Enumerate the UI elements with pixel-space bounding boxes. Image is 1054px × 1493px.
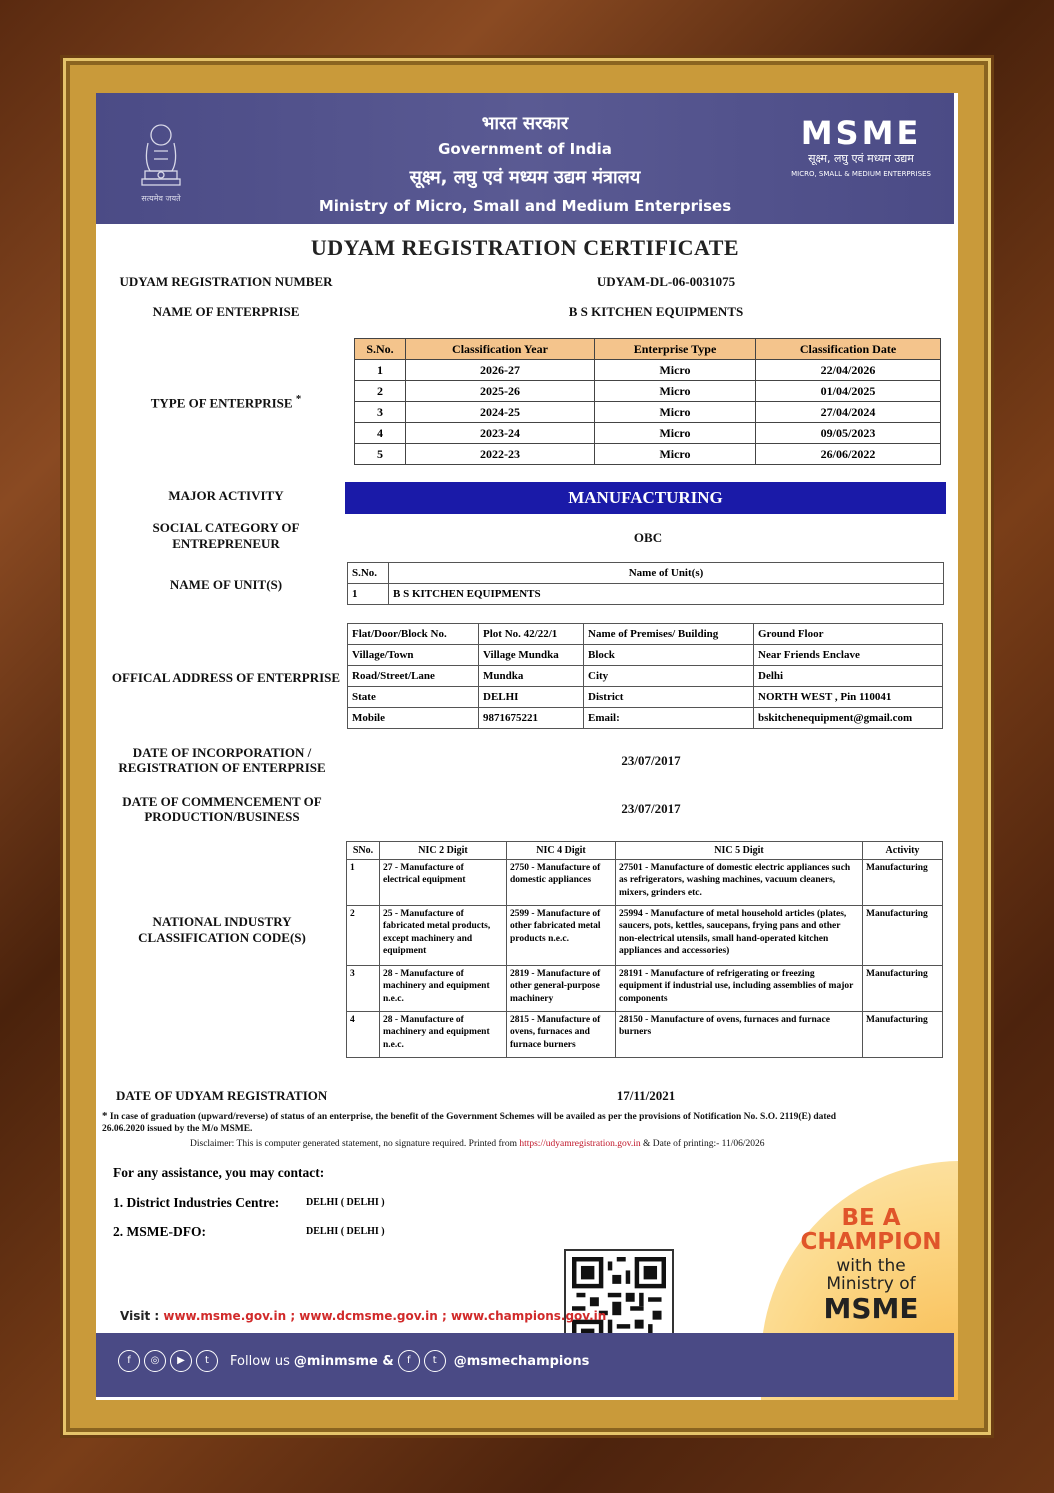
msme-logo-sub: MICRO, SMALL & MEDIUM ENTERPRISES bbox=[791, 170, 931, 178]
table-row bbox=[347, 860, 943, 906]
cell: 2025-26 bbox=[406, 381, 595, 402]
major-activity-banner: MANUFACTURING bbox=[345, 482, 946, 514]
table-row bbox=[348, 584, 944, 605]
cell: Near Friends Enclave bbox=[754, 645, 943, 666]
cell: State bbox=[348, 687, 479, 708]
classification-header-row bbox=[355, 339, 941, 360]
champion-line: BE A bbox=[841, 1205, 901, 1231]
note-star: * bbox=[102, 1110, 108, 1122]
nic-header: SNo. bbox=[347, 842, 380, 860]
major-activity-label: MAJOR ACTIVITY bbox=[168, 488, 284, 503]
disclaimer bbox=[190, 1139, 950, 1149]
table-row bbox=[355, 423, 941, 444]
visit-line bbox=[120, 1309, 606, 1323]
govt-title: Government of India bbox=[438, 140, 612, 158]
cell: Name of Premises/ Building bbox=[584, 624, 754, 645]
cell: 4 bbox=[355, 423, 406, 444]
cell: Ground Floor bbox=[754, 624, 943, 645]
hindi-govt-title: भारत सरकार bbox=[481, 113, 569, 134]
cell: Mobile bbox=[348, 708, 479, 729]
table-row bbox=[355, 444, 941, 465]
cell: 1 bbox=[348, 584, 389, 605]
note-text-2: issued by the M/o MSME. bbox=[147, 1124, 253, 1134]
udyam-date-value: 17/11/2021 bbox=[616, 1088, 676, 1103]
nic-label bbox=[96, 914, 348, 946]
classification-header: Enterprise Type bbox=[595, 339, 756, 360]
cell: Manufacturing bbox=[863, 966, 943, 1012]
table-row bbox=[348, 645, 943, 666]
twitter-icon[interactable]: t bbox=[424, 1350, 446, 1372]
msme-logo-hindi: सूक्ष्म, लघु एवं मध्यम उद्यम bbox=[808, 152, 914, 165]
cell: 28150 - Manufacture of ovens, furnaces and furnace burners bbox=[616, 1012, 863, 1058]
cell: 26/06/2022 bbox=[756, 444, 941, 465]
classification-header: Classification Date bbox=[756, 339, 941, 360]
cell: Village/Town bbox=[348, 645, 479, 666]
type-label bbox=[106, 393, 346, 411]
reg-number-label: UDYAM REGISTRATION NUMBER bbox=[119, 274, 333, 289]
enterprise-name-label: NAME OF ENTERPRISE bbox=[152, 304, 300, 319]
facebook-icon[interactable]: f bbox=[398, 1350, 420, 1372]
address-table bbox=[347, 623, 943, 729]
cell: 25994 - Manufacture of metal household articles (plates, saucers, pots, kettles, saucepans, frying pans and other non-electrical utensils, small hand-operated kitchen appliances and accessories) bbox=[616, 906, 863, 966]
champion-line: MSME bbox=[823, 1291, 919, 1325]
assistance-title: For any assistance, you may contact: bbox=[113, 1165, 325, 1180]
cell: 4 bbox=[347, 1012, 380, 1058]
table-row bbox=[348, 666, 943, 687]
msme-logo-text: MSME bbox=[800, 114, 922, 152]
cell: 27/04/2024 bbox=[756, 402, 941, 423]
cell: City bbox=[584, 666, 754, 687]
units-header: S.No. bbox=[348, 563, 389, 584]
disclaimer-print-date: & Date of printing:- 11/06/2026 bbox=[643, 1139, 765, 1149]
table-row bbox=[347, 966, 943, 1012]
cell: 2 bbox=[347, 906, 380, 966]
table-row bbox=[347, 1012, 943, 1058]
cell: 2819 - Manufacture of other general-purpose machinery bbox=[507, 966, 616, 1012]
social-category-value: OBC bbox=[633, 530, 663, 545]
msme-logo bbox=[786, 115, 936, 178]
cell: Village Mundka bbox=[479, 645, 584, 666]
commencement-label-line: DATE OF COMMENCEMENT OF bbox=[122, 794, 322, 809]
follow-label: Follow us bbox=[230, 1353, 290, 1369]
note-date: 26.06.2020 bbox=[102, 1124, 145, 1134]
cell: Manufacturing bbox=[863, 860, 943, 906]
certificate-page bbox=[96, 93, 958, 1400]
cell: B S KITCHEN EQUIPMENTS bbox=[389, 584, 944, 605]
table-row bbox=[355, 360, 941, 381]
nic-table bbox=[346, 841, 943, 1058]
reg-number-value: UDYAM-DL-06-0031075 bbox=[596, 274, 736, 289]
enterprise-name-value: B S KITCHEN EQUIPMENTS bbox=[568, 304, 744, 319]
udyam-date-label: DATE OF UDYAM REGISTRATION bbox=[116, 1088, 328, 1103]
champion-line: with the bbox=[836, 1256, 906, 1277]
cell: Micro bbox=[595, 444, 756, 465]
cell: 2023-24 bbox=[406, 423, 595, 444]
type-star: * bbox=[295, 393, 302, 405]
type-label-text: TYPE OF ENTERPRISE bbox=[150, 395, 293, 411]
cell: Manufacturing bbox=[863, 1012, 943, 1058]
cell: Plot No. 42/22/1 bbox=[479, 624, 584, 645]
nic-header-row bbox=[347, 842, 943, 860]
commencement-label-line: PRODUCTION/BUSINESS bbox=[144, 809, 300, 824]
cell: Micro bbox=[595, 402, 756, 423]
follow-bar bbox=[118, 1350, 589, 1372]
dfo-value: DELHI ( DELHI ) bbox=[306, 1226, 385, 1237]
ministry-title: Ministry of Micro, Small and Medium Enterprises bbox=[318, 197, 732, 215]
commencement-label bbox=[96, 794, 348, 824]
classification-table bbox=[354, 338, 941, 465]
cell: 2599 - Manufacture of other fabricated metal products n.e.c. bbox=[507, 906, 616, 966]
nic-header: NIC 5 Digit bbox=[616, 842, 863, 860]
cell: 5 bbox=[355, 444, 406, 465]
visit-label: Visit : bbox=[120, 1309, 160, 1323]
table-row bbox=[348, 708, 943, 729]
cell: 9871675221 bbox=[479, 708, 584, 729]
cell: 27 - Manufacture of electrical equipment bbox=[380, 860, 507, 906]
dic-value: DELHI ( DELHI ) bbox=[306, 1197, 385, 1208]
cell: 09/05/2023 bbox=[756, 423, 941, 444]
incorporation-date: 23/07/2017 bbox=[621, 753, 681, 768]
graduation-note bbox=[102, 1110, 942, 1135]
units-label: NAME OF UNIT(S) bbox=[169, 577, 283, 592]
instagram-icon[interactable]: ◎ bbox=[144, 1350, 166, 1372]
cell: DELHI bbox=[479, 687, 584, 708]
cell: Micro bbox=[595, 423, 756, 444]
cell: Flat/Door/Block No. bbox=[348, 624, 479, 645]
cell: 2 bbox=[355, 381, 406, 402]
champion-line: CHAMPION bbox=[800, 1229, 942, 1256]
disclaimer-text: Disclaimer: This is computer generated statement, no signature required. Printed from bbox=[190, 1139, 517, 1149]
classification-header: S.No. bbox=[355, 339, 406, 360]
hindi-ministry-title: सूक्ष्म, लघु एवं मध्यम उद्यम मंत्रालय bbox=[409, 167, 641, 188]
cell: 27501 - Manufacture of domestic electric appliances such as refrigerators, washing machines, vacuum cleaners, mixers, grinders etc. bbox=[616, 860, 863, 906]
table-row bbox=[355, 402, 941, 423]
cell: 22/04/2026 bbox=[756, 360, 941, 381]
cell: Email: bbox=[584, 708, 754, 729]
cell: 01/04/2025 bbox=[756, 381, 941, 402]
nic-header: NIC 2 Digit bbox=[380, 842, 507, 860]
twitter-icon[interactable]: t bbox=[196, 1350, 218, 1372]
cell: Manufacturing bbox=[863, 906, 943, 966]
dfo-label: 2. MSME-DFO: bbox=[113, 1224, 206, 1239]
table-row bbox=[347, 906, 943, 966]
cell: 3 bbox=[355, 402, 406, 423]
cell: Micro bbox=[595, 360, 756, 381]
table-row bbox=[348, 687, 943, 708]
cell: 3 bbox=[347, 966, 380, 1012]
emblem-motto: सत्यमेव जयते bbox=[141, 194, 181, 203]
cell: Block bbox=[584, 645, 754, 666]
certificate-title: UDYAM REGISTRATION CERTIFICATE bbox=[310, 235, 740, 260]
cell: 28 - Manufacture of machinery and equipment n.e.c. bbox=[380, 1012, 507, 1058]
cell: Delhi bbox=[754, 666, 943, 687]
disclaimer-link[interactable]: https://udyamregistration.gov.in bbox=[519, 1139, 641, 1149]
nic-header: NIC 4 Digit bbox=[507, 842, 616, 860]
commencement-date: 23/07/2017 bbox=[621, 801, 681, 816]
table-row bbox=[348, 624, 943, 645]
units-header: Name of Unit(s) bbox=[389, 563, 944, 584]
incorporation-label-line: DATE OF INCORPORATION / bbox=[132, 745, 312, 760]
units-table bbox=[347, 562, 944, 605]
cell: 1 bbox=[355, 360, 406, 381]
cell: 1 bbox=[347, 860, 380, 906]
cell: Micro bbox=[595, 381, 756, 402]
cell: NORTH WEST , Pin 110041 bbox=[754, 687, 943, 708]
cell: 2026-27 bbox=[406, 360, 595, 381]
classification-header: Classification Year bbox=[406, 339, 595, 360]
cell: 28 - Manufacture of machinery and equipment n.e.c. bbox=[380, 966, 507, 1012]
social-label-line: SOCIAL CATEGORY OF bbox=[152, 520, 300, 535]
facebook-icon[interactable]: f bbox=[118, 1350, 140, 1372]
cell: 2022-23 bbox=[406, 444, 595, 465]
nic-header: Activity bbox=[863, 842, 943, 860]
cell: bskitchenequipment@gmail.com bbox=[754, 708, 943, 729]
follow-handle-champions[interactable]: @msmechampions bbox=[453, 1353, 590, 1369]
cell: 2815 - Manufacture of ovens, furnaces and furnace burners bbox=[507, 1012, 616, 1058]
nic-label-line: CLASSIFICATION CODE(S) bbox=[138, 930, 306, 945]
dic-label: 1. District Industries Centre: bbox=[113, 1195, 280, 1210]
table-row bbox=[355, 381, 941, 402]
cell: Road/Street/Lane bbox=[348, 666, 479, 687]
units-header-row bbox=[348, 563, 944, 584]
cell: Mundka bbox=[479, 666, 584, 687]
champion-line: Ministry of bbox=[826, 1274, 916, 1295]
champion-text bbox=[786, 1206, 956, 1323]
cell: 25 - Manufacture of fabricated metal products, except machinery and equipment bbox=[380, 906, 507, 966]
cell: 2024-25 bbox=[406, 402, 595, 423]
social-category-label bbox=[106, 520, 346, 552]
follow-handle-minmsme[interactable]: @minmsme & bbox=[293, 1353, 394, 1369]
incorporation-label-line: REGISTRATION OF ENTERPRISE bbox=[118, 760, 326, 775]
nic-label-line: NATIONAL INDUSTRY bbox=[152, 914, 292, 929]
cell: 2750 - Manufacture of domestic appliances bbox=[507, 860, 616, 906]
note-text: In case of graduation (upward/reverse) of status of an enterprise, the benefit of the Government Schemes will be availed as per the provisions of Notification No. S.O. 2119(E) dated bbox=[109, 1112, 837, 1122]
incorporation-label bbox=[96, 745, 348, 775]
youtube-icon[interactable]: ▶ bbox=[170, 1350, 192, 1372]
social-label-line: ENTREPRENEUR bbox=[172, 536, 280, 551]
address-label: OFFICAL ADDRESS OF ENTERPRISE bbox=[111, 670, 341, 685]
visit-links[interactable]: www.msme.gov.in ; www.dcmsme.gov.in ; www.champions.gov.in bbox=[163, 1309, 607, 1323]
cell: District bbox=[584, 687, 754, 708]
cell: 28191 - Manufacture of refrigerating or freezing equipment if industrial use, including assemblies of major components bbox=[616, 966, 863, 1012]
